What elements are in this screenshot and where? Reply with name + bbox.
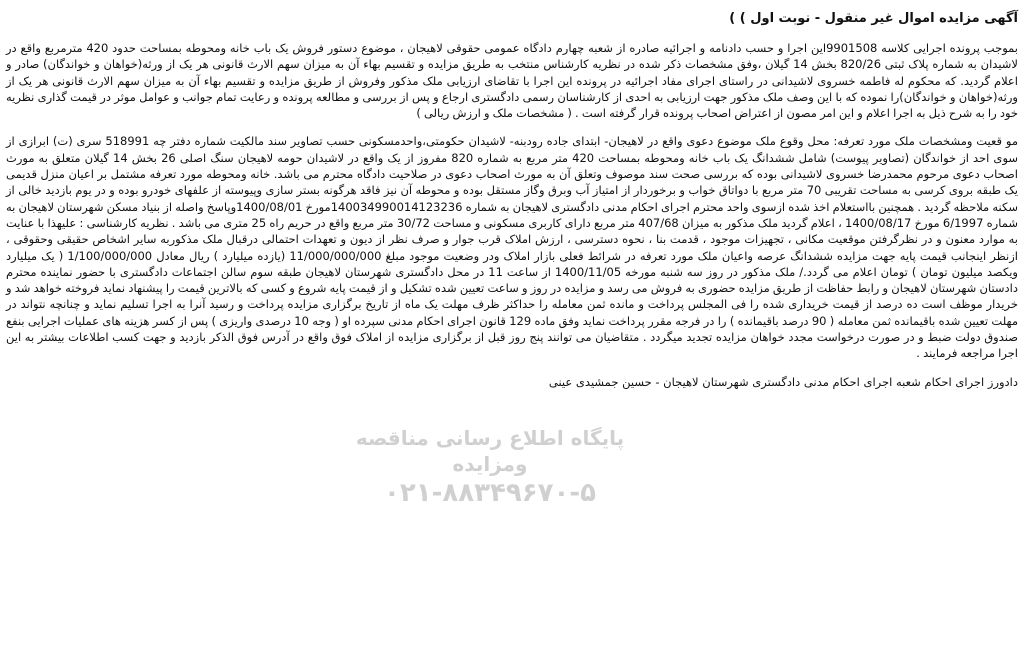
notice-paragraph-intro: بموجب پرونده اجرایی کلاسه 9901508این اجرا و حسب دادنامه و اجرائیه صادره از شعبه چهارم دادگاه عمومی حقوقی لاهیجان ، موضوع دستور فروش یک باب خانه ومحوطه بمساحت حدود 420 مترمربع واقع در لاشیدان به شماره پلاک ثبتی 820/26 بخش 14 گیلان ،وفق مشخصات ذکر شده در نظریه کارشناس منتخب به طریق مزایده و تقسیم بهاء آن به میزان سهم الارث قانونی هر یک از ورثه(خواهان و خواندگان) صادر و اعلام گردید. که محکوم له فاطمه خسروی لاشیدانی در راستای اجرای مفاد اجرائیه در پرونده این اجرا با تقاضای ارزیابی ملک مذکور وفروش از طریق مزایده و تقسیم بهاء آن به میزان سهم الارث قانونی هر یک از ورثه(خواهان و خواندگان)را نموده که با این وصف ملک مذکور جهت ارزیابی به احدی از کارشناسان رسمی دادگستری ارجاع و پس از بررسی و مطالعه پرونده و رعایت تمام جوانب و عوامل موثر در قیمت گذاری نظریه خود را به شرح ذیل به اجرا اعلام و این امر مصون از اعتراض اصحاب پرونده قرار گرفته است . ( مشخصات ملک و ارزش ریالی ) [6,41,1018,121]
notice-title: آگهی مزایده اموال غیر منقول - نوبت اول ) ) [729,11,1018,26]
notice-signature: دادورز اجرای احکام شعبه اجرای احکام مدنی دادگستری شهرستان لاهیجان - حسین جمشیدی عینی [548,374,1018,389]
watermark-phone: ۰۲۱-۸۸۳۴۹۶۷۰-۵ [383,478,596,508]
watermark-site-name: پایگاه اطلاع رسانی مناقصه ومزایده [355,426,625,476]
notice-paragraph-property-details: مو قعیت ومشخصات ملک مورد تعرفه: محل وقوع ملک موضوع دعوی واقع در لاهیجان- ابتدای جاده رودبنه- لاشیدان حکومتی،واحدمسکونی حسب تصاویر سند مالکیت شماره دفتر چه 518991 سری (ت) ابرازی از سوی احد از خواندگان (تصاویر پیوست) شامل ششدانگ یک باب خانه ومحوطه بمساحت 420 متر مربع به شماره 820 مفروز از یک واقع در لاشیدان حومه لاهیجان سنگ اصلی 26 بخش 14 گیلان متعلق به مورث اصحاب دعوی مرحوم محمدرضا خسروی لاشیدانی بوده که بررسی صحت سند موصوف وتعلق آن به مورث اصحاب دعوی در صلاحیت دادگاه محترم می باشد. خانه ومحوطه مورد تعرفه مشتمل بر اعیان منزل قدیمی یک طبقه بروی کرسی به مساحت تقریبی 70 متر مربع با دواتاق خواب و برخوردار از امتیاز آب وبرق وگاز مستقل بوده و محوطه آن نیز فاقد هرگونه بستر سازی وپیوسته از علفهای خودرو بوده و در یوم بازدید خالی از سکنه ملاحظه گردید . همچنین بااستعلام اخذ شده ازسوی واحد محترم اجرای احکام مدنی دادگستری لاهیجان به شماره 140034990014123236مورخ 1400/08/01وپاسخ واصله از بنیاد مسکن شهرستان لاهیجان به شماره 6/1997 مورخ 1400/08/17 ، اعلام گردید ملک مذکور به میزان 407/68 متر مربع دارای کاربری مسکونی و مساحت 30/72 متر مربع واقع در حریم راه 25 متری می باشد . نظریه کارشناسی : علیهذا با عنایت به موارد معنون و در نظرگرفتن موقعیت مکانی ، تجهیزات موجود ، قدمت بنا ، نحوه دسترسی ، ارزش املاک قرب جوار و صرف نظر از دیون و تعهدات احتمالی درقبال ملک مذکوربه سایر اشخاص حقیقی وحقوقی ، ازنظر اینجانب قیمت پایه جهت مزایده ششدانگ عرصه واعیان ملک مورد تعرفه در شرائط فعلی بازار املاک ودر وضعیت موجود مبلغ 11/000/000/000 (یازده میلیارد ) ریال معادل 1/100/000/000 ( یک میلیارد ویکصد میلیون تومان ) تومان اعلام می گردد./ ملک مذکور در روز سه شنبه مورخه 1400/11/05 از ساعت 11 در محل دادگستری شهرستان لاهیجان طبقه سوم سالن اجتماعات دادگستری با حضور نماینده محترم دادستان شهرستان لاهیجان و رابط حفاظت از طریق مزایده حضوری به فروش می رسد و مزایده در روز و ساعت تعیین شده تشکیل و از قیمت پایه شروع و کسی که بالاترین قیمت را پیشنهاد نماید فروخته خواهد شد و خریدار موظف است ده درصد از قیمت خریداری شده را فی المجلس پرداخت و مانده ثمن معامله را حداکثر ظرف مهلت یک ماه از تاریخ برگزاری مزایده پرداخت و رسید آنرا به اجرا تسلیم نماید و چنانچه نتواند در مهلت تعیین شده باقیمانده ثمن معامله ( 90 درصد باقیمانده ) را در فرجه مقرر پرداخت نماید وفق ماده 129 قانون اجرای احکام مدنی سپرده او ( وجه 10 درصدی واریزی ) پس از کسر هزینه های عملیات اجرایی بنفع صندوق دولت ضبط و در صورت درخواست مجدد خواهان مزایده تجدید میگردد . متقاضیان می توانند پنج روز قبل از برگزاری مزایده از املاک فوق واقع در آدرس فوق الذکر بازدید و جهت کسب اطلاعات بیشتر به این اجرا مراجعه فرمایند . [6,134,1019,361]
